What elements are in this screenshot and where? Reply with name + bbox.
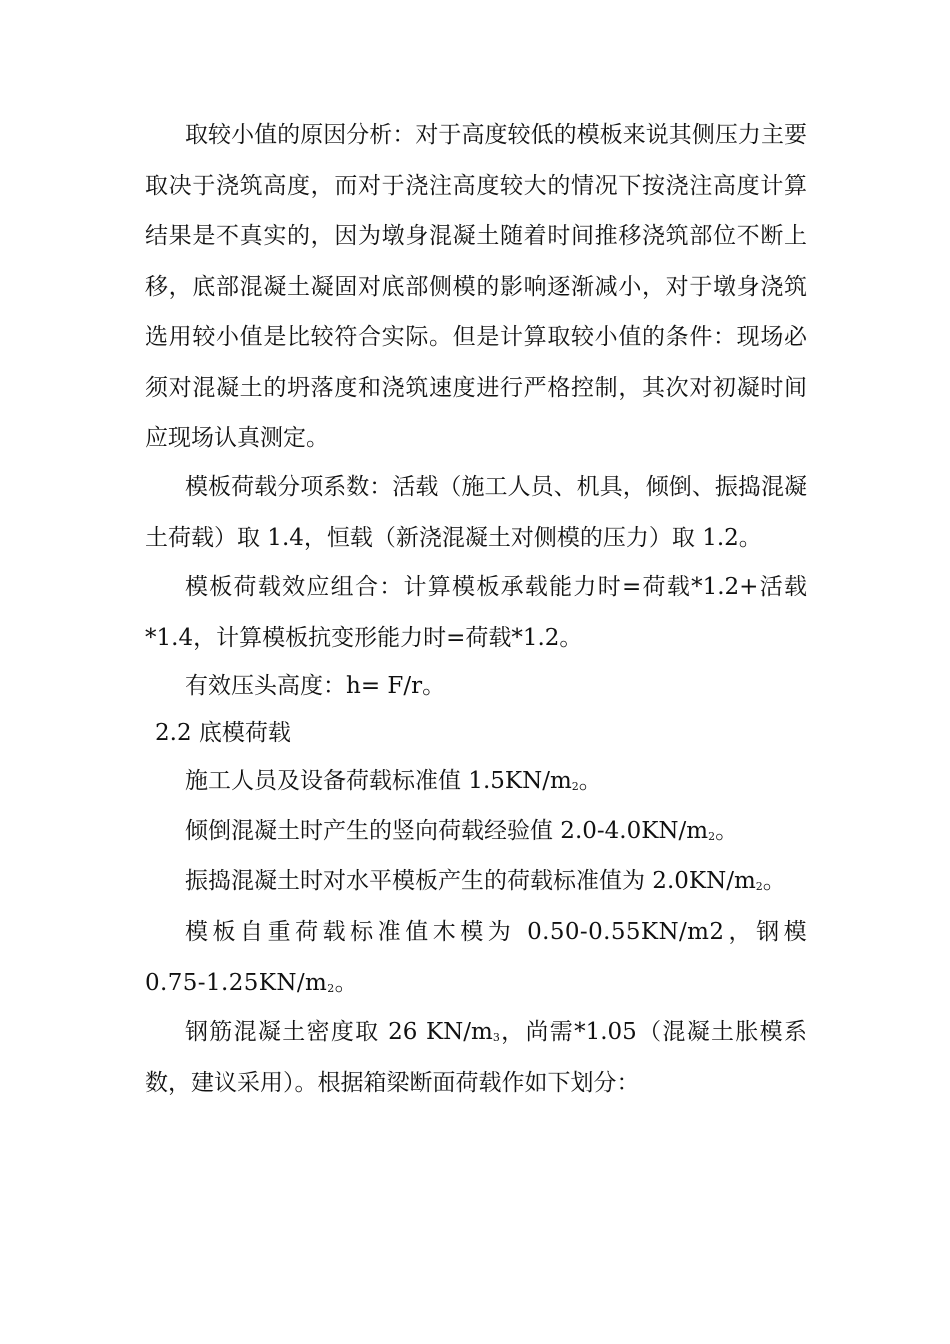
text-segment: 。 xyxy=(578,768,602,794)
paragraph-concrete-density xyxy=(145,1007,807,1108)
unit-superscript: 2 xyxy=(755,880,763,893)
unit-superscript: 2 xyxy=(708,830,716,843)
text-segment: 倾倒混凝土时产生的竖向荷载经验值 2.0-4.0KN/m xyxy=(185,818,709,844)
paragraph-pressure-head: 有效压头高度：h= F/r。 xyxy=(185,673,446,699)
text-segment: ，尚需*1.05（混凝土胀模系数，建议采用）。根据箱梁断面荷载作如下划分： xyxy=(145,1019,807,1096)
unit-superscript: 2 xyxy=(327,981,335,995)
unit-superscript: 2 xyxy=(571,780,579,793)
text-segment: 。 xyxy=(762,868,786,894)
text-segment: 。 xyxy=(334,969,359,996)
paragraph-worker-load xyxy=(145,756,807,807)
text-segment: 模板自重荷载标准值木模为 0.50-0.55KN/m2，钢模 0.75-1.25KN/m xyxy=(145,919,807,996)
paragraph-pouring-load xyxy=(145,806,807,857)
unit-superscript: 3 xyxy=(492,1031,500,1044)
paragraph-formwork-self-weight xyxy=(145,907,807,1008)
text-segment: 钢筋混凝土密度取 26 KN/m xyxy=(185,1019,493,1045)
paragraph-vibration-load xyxy=(145,856,807,907)
text-segment: 。 xyxy=(715,818,739,844)
section-heading-bottom-form-load: 2.2 底模荷载 xyxy=(155,720,291,746)
paragraph-reason-analysis: 取较小值的原因分析：对于高度较低的模板来说其侧压力主要取决于浇筑高度，而对于浇注高度较大的情况下按浇注高度计算结果是不真实的，因为墩身混凝土随着时间推移浇筑部位不断上移，底部混凝土凝固对底部侧模的影响逐渐减小，对于墩身浇筑选用较小值是比较符合实际。但是计算取较小值的条件：现场必须对混凝土的坍落度和浇筑速度进行严格控制，其次对初凝时间应现场认真测定。 xyxy=(145,122,807,451)
text-segment: 振捣混凝土时对水平模板产生的荷载标准值为 2.0KN/m xyxy=(185,868,756,894)
paragraph-load-combination: 模板荷载效应组合：计算模板承载能力时=荷载*1.2+活载*1.4，计算模板抗变形能力时=荷载*1.2。 xyxy=(145,574,807,651)
text-segment: 施工人员及设备荷载标准值 1.5KN/m xyxy=(185,768,572,794)
paragraph-load-factors: 模板荷载分项系数：活载（施工人员、机具，倾倒、振捣混凝土荷载）取 1.4，恒载（新浇混凝土对侧模的压力）取 1.2。 xyxy=(145,474,807,551)
